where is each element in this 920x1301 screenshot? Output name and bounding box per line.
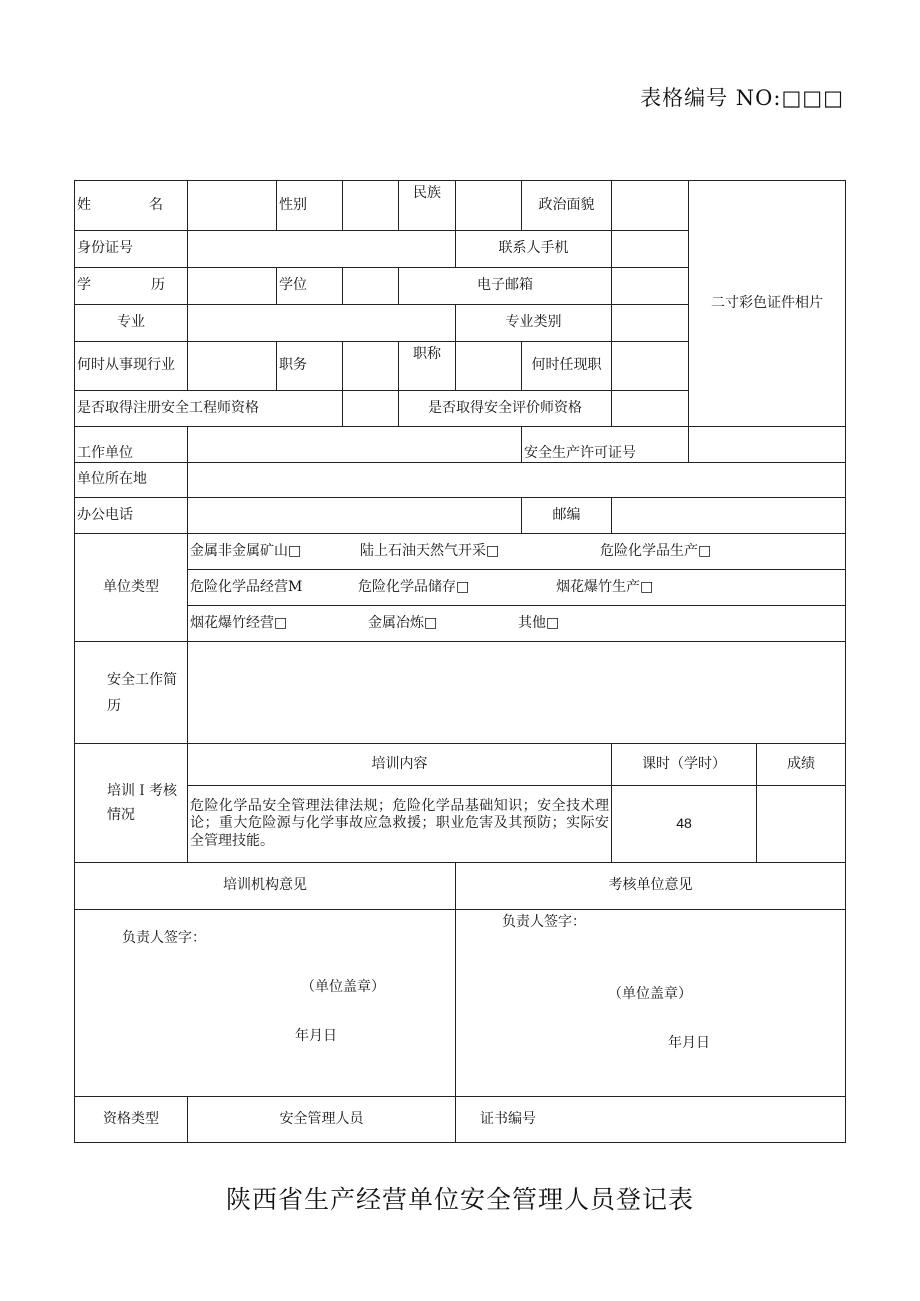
unit-type-line-2[interactable]: [188, 570, 846, 606]
current-post-since-value[interactable]: [612, 342, 689, 391]
education-value[interactable]: [188, 268, 277, 305]
major-value[interactable]: [188, 305, 456, 342]
training-content-header: 培训内容: [188, 744, 612, 786]
training-hours-header: 课时（学时）: [612, 744, 757, 786]
current-post-since-label: 何时任现职: [522, 342, 612, 391]
page-title: 陕西省生产经营单位安全管理人员登记表: [225, 1185, 694, 1214]
unit-location-label: 单位所在地: [75, 463, 188, 498]
unit-type-option[interactable]: 陆上石油天然气开采□: [360, 542, 500, 559]
unit-type-option[interactable]: 烟花爆竹生产□: [556, 578, 654, 595]
training-hours-value: 48: [612, 786, 757, 863]
contact-phone-label: 联系人手机: [456, 231, 612, 268]
form-number: 表格编号 NO:□□□: [640, 86, 844, 110]
name-value[interactable]: [188, 181, 277, 231]
major-category-label: 专业类别: [456, 305, 612, 342]
work-history-label: 安全工作简历: [75, 642, 188, 744]
education-label-cell: [75, 268, 188, 305]
ethnicity-label: 民族: [399, 181, 456, 231]
license-label: 安全生产许可证号: [522, 427, 689, 463]
work-unit-value[interactable]: [188, 427, 522, 463]
qualification-type-value: 安全管理人员: [188, 1097, 456, 1143]
work-history-value[interactable]: [188, 642, 846, 744]
left-sign-label: 负责人签字：: [122, 930, 206, 946]
certificate-no-label: 证书编号: [456, 1097, 846, 1143]
id-label: 身份证号: [75, 231, 188, 268]
email-value[interactable]: [612, 268, 689, 305]
title-label: 职称: [399, 342, 456, 391]
email-label: 电子邮箱: [399, 268, 612, 305]
assessment-unit-sign-area[interactable]: [456, 910, 846, 1097]
unit-type-option[interactable]: 金属冶炼□: [368, 614, 438, 631]
name-label-a: 姓: [77, 196, 91, 213]
position-label: 职务: [277, 342, 343, 391]
political-value[interactable]: [612, 181, 689, 231]
reg-engineer-label: 是否取得注册安全工程师资格: [75, 391, 343, 427]
id-value[interactable]: [188, 231, 456, 268]
safety-assessor-label: 是否取得安全评价师资格: [399, 391, 612, 427]
reg-engineer-value[interactable]: [343, 391, 399, 427]
office-phone-label: 办公电话: [75, 498, 188, 534]
postcode-label: [522, 498, 612, 534]
training-score-value[interactable]: [757, 786, 846, 863]
office-phone-value[interactable]: [188, 498, 522, 534]
unit-type-option[interactable]: 危险化学品储存□: [358, 578, 470, 595]
unit-type-option[interactable]: 危险化学品经营M: [190, 578, 303, 595]
training-content: 危险化学品安全管理法律法规；危险化学品基础知识；安全技术理论；重大危险源与化学事故应急救援；职业危害及其预防；实际安全管理技能。: [188, 786, 612, 863]
ethnicity-value[interactable]: [456, 181, 522, 231]
training-org-sign-area[interactable]: [75, 910, 456, 1097]
degree-label: 学位: [277, 268, 343, 305]
postcode-label-text: 邮编: [552, 506, 581, 523]
name-label-b: 名: [149, 196, 163, 213]
gender-value[interactable]: [343, 181, 399, 231]
unit-type-line-1[interactable]: [188, 534, 846, 570]
qualification-type-label: 资格类型: [75, 1097, 188, 1143]
training-label: 培训Ｉ考核情况: [75, 744, 188, 863]
training-org-opinion-header: 培训机构意见: [75, 863, 456, 910]
degree-value[interactable]: [343, 268, 399, 305]
contact-phone-value[interactable]: [612, 231, 689, 268]
photo-cell[interactable]: [689, 181, 846, 427]
assessment-unit-opinion-header: 考核单位意见: [456, 863, 846, 910]
unit-type-option[interactable]: 金属非金属矿山□: [190, 542, 302, 559]
unit-type-option[interactable]: 其他□: [518, 614, 560, 631]
name-label-cell: [75, 181, 188, 231]
education-label-a: 学: [77, 277, 91, 294]
gender-label: 性别: [277, 181, 343, 231]
industry-since-value[interactable]: [188, 342, 277, 391]
position-value[interactable]: [343, 342, 399, 391]
work-unit-label: 工作单位: [75, 427, 188, 463]
industry-since-label: 何时从事现行业: [75, 342, 188, 391]
title-value[interactable]: [456, 342, 522, 391]
major-category-value[interactable]: [612, 305, 689, 342]
major-label: 专业: [75, 305, 188, 342]
right-sign-label: 负责人签字：: [502, 914, 586, 930]
right-date-label: 年月日: [668, 1035, 710, 1051]
unit-type-option[interactable]: 危险化学品生产□: [600, 542, 712, 559]
political-label: 政治面貌: [522, 181, 612, 231]
license-value[interactable]: [689, 427, 846, 463]
education-label-b: 历: [151, 277, 165, 294]
unit-type-line-3[interactable]: [188, 606, 846, 642]
form-table: [74, 180, 846, 1143]
right-seal-label: （单位盖章）: [608, 986, 692, 1002]
unit-location-value[interactable]: [188, 463, 846, 498]
registration-form: [74, 180, 845, 1143]
unit-type-option[interactable]: 烟花爆竹经营□: [190, 614, 288, 631]
safety-assessor-value[interactable]: [612, 391, 689, 427]
unit-type-label: 单位类型: [75, 534, 188, 642]
postcode-value[interactable]: [612, 498, 846, 534]
training-score-header: 成绩: [757, 744, 846, 786]
left-seal-label: （单位盖章）: [301, 979, 385, 995]
left-date-label: 年月日: [295, 1028, 337, 1044]
photo-label: 二寸彩色证件相片: [711, 294, 823, 311]
